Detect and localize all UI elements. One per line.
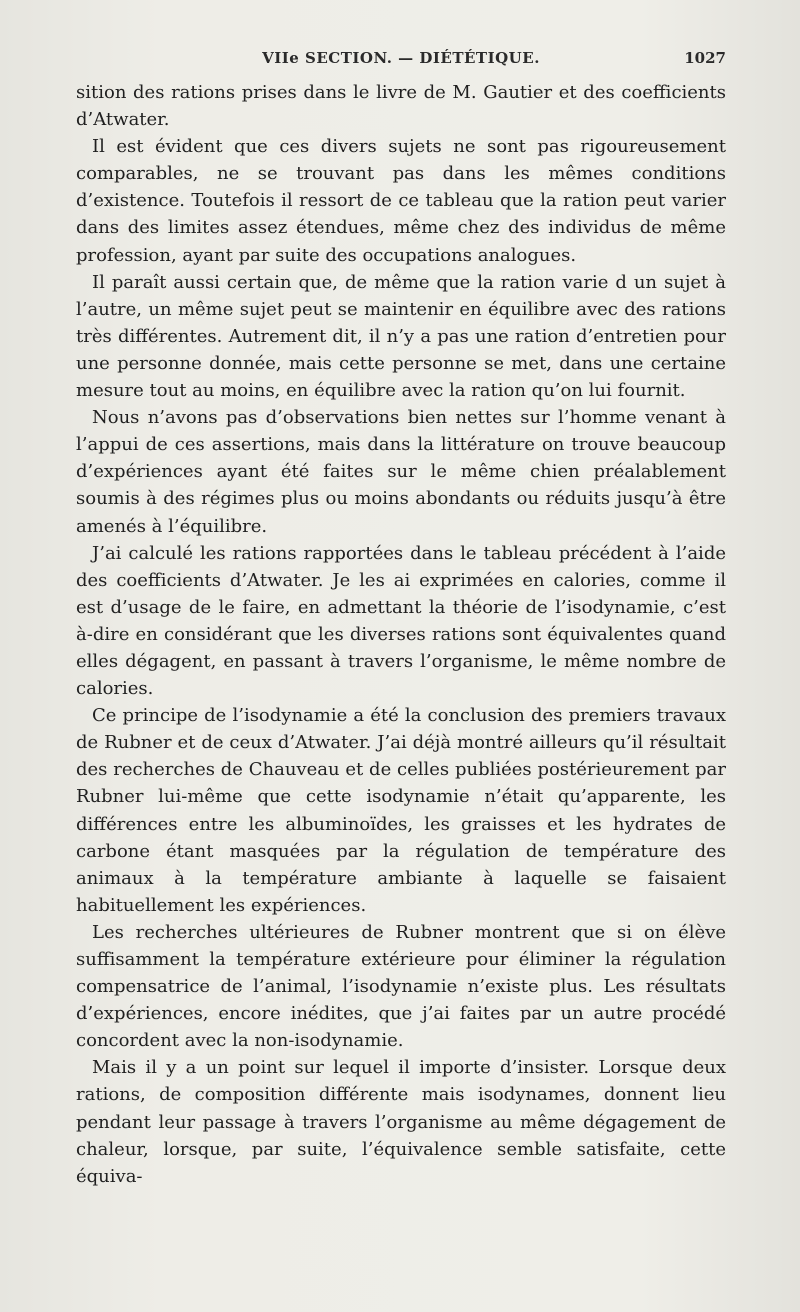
body-text <box>76 79 726 1190</box>
paragraph-continuation: sition des rations prises dans le livre de M. Gautier et des coefficients d’Atwater. <box>76 82 726 131</box>
paragraph: Les recherches ultérieures de Rubner montrent que si on élève suffisamment la température extérieure pour éliminer la régulation compensatrice de l’animal, l’isodynamie n’existe plus. Les résultats d’expériences, encore inédites, que j’ai faites par un autre procédé concordent avec la non-isodynamie. <box>76 921 726 1052</box>
running-head: VIIe SECTION. — DIÉTÉTIQUE. <box>262 49 540 67</box>
page-header <box>76 49 726 73</box>
paragraph: Mais il y a un point sur lequel il importe d’insister. Lorsque deux rations, de composition différente mais isodynames, donnent lieu pendant leur passage à travers l’organisme au même dégagement de chaleur, lorsque, par suite, l’équivalence semble satisfaite, cette équiva- <box>76 1057 726 1187</box>
paragraph: Ce principe de l’isodynamie a été la conclusion des premiers travaux de Rubner et de ceux d’Atwater. J’ai déjà montré ailleurs qu’il résultait des recherches de Chauveau et de celles publiées postérieurement par Rubner lui-même que cette isodynamie n’était qu’apparente, les différences entre les albuminoïdes, les graisses et les hydrates de carbone étant masquées par la régulation de température des animaux à la température ambiante à laquelle se faisaient habituellement les expériences. <box>76 705 726 916</box>
paragraph: Nous n’avons pas d’observations bien nettes sur l’homme venant à l’appui de ces assertions, mais dans la littérature on trouve beaucoup d’expériences ayant été faites sur le même chien préalablement soumis à des régimes plus ou moins abondants ou réduits jusqu’à être amenés à l’équilibre. <box>76 407 726 537</box>
paragraph: J’ai calculé les rations rapportées dans le tableau précédent à l’aide des coefficients d’Atwater. Je les ai exprimées en calories, comme il est d’usage de le faire, en admettant la théorie de l’isodynamie, c’est à-dire en considérant que les diverses rations sont équivalentes quand elles dégagent, en passant à travers l’organisme, le même nombre de calories. <box>76 542 726 700</box>
paragraph: Il paraît aussi certain que, de même que la ration varie d un sujet à l’autre, un même sujet peut se maintenir en équilibre avec des rations très différentes. Autrement dit, il n’y a pas une ration d’entretien pour une personne donnée, mais cette personne se met, dans une certaine mesure tout au moins, en équilibre avec la ration qu’on lui fournit. <box>76 271 726 402</box>
paragraph: Il est évident que ces divers sujets ne sont pas rigoureusement comparables, ne se trouvant pas dans les mêmes conditions d’existence. Toutefois il ressort de ce tableau que la ration peut varier dans des limites assez étendues, même chez des individus de même profession, ayant par suite des occupations analogues. <box>76 136 726 266</box>
page-number: 1027 <box>684 49 726 67</box>
